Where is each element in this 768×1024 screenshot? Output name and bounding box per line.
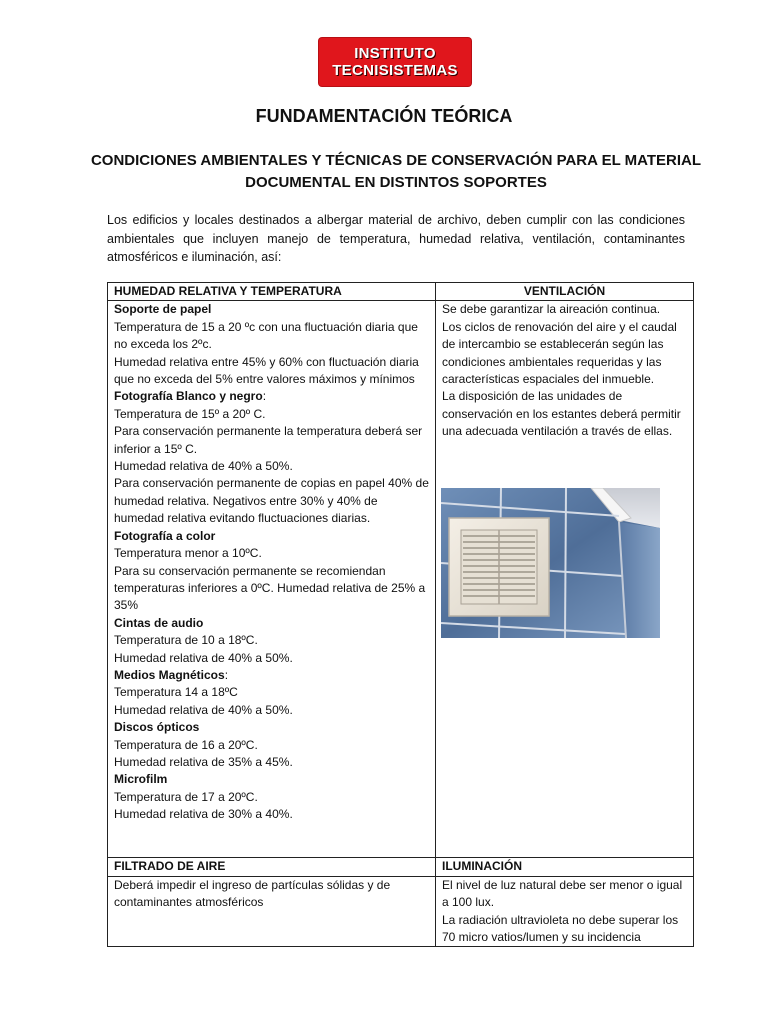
papel-humidity: Humedad relativa entre 45% y 60% con fluctuación diaria que no exceda del 5% entre valores máximos y mínimos bbox=[114, 354, 419, 387]
bn-temperature: Temperatura de 15º a 20º C. bbox=[114, 406, 266, 421]
optical-humidity: Humedad relativa de 35% a 45%. bbox=[114, 754, 293, 769]
air-filtering-text: Deberá impedir el ingreso de partículas sólidas y de contaminantes atmosféricos bbox=[114, 877, 391, 910]
microfilm-title: Microfilm bbox=[114, 772, 168, 787]
color-permanent: Para su conservación permanente se recomiendan temperaturas inferiores a 0ºC. Humedad relativa de 25% a 35% bbox=[114, 563, 426, 613]
ventilation-text-1: Se debe garantizar la aireación continua. bbox=[442, 302, 661, 317]
microfilm-humidity: Humedad relativa de 30% a 40%. bbox=[114, 807, 293, 822]
audio-temperature: Temperatura de 10 a 18ºC. bbox=[114, 633, 258, 648]
intro-paragraph: Los edificios y locales destinados a albergar material de archivo, deben cumplir con las condiciones ambientales que incluyen manejo de temperatura, humedad relativa, ventilación, contaminantes atmosféricos e iluminación, así: bbox=[107, 213, 685, 264]
humidity-temperature-cell bbox=[108, 301, 436, 858]
conditions-table bbox=[107, 282, 694, 947]
ventilation-text-2: Los ciclos de renovación del aire y el caudal de intercambio se establecerán según las condiciones ambientales requeridas y las características espaciales del inmueble. bbox=[442, 319, 677, 387]
audio-title: Cintas de audio bbox=[114, 615, 204, 630]
tile-line bbox=[565, 488, 566, 638]
magnetic-colon: : bbox=[224, 667, 229, 682]
page-title: FUNDAMENTACIÓN TEÓRICA bbox=[255, 106, 513, 126]
audio-humidity: Humedad relativa de 40% a 50%. bbox=[114, 650, 293, 665]
logo-line-1: INSTITUTO bbox=[354, 45, 436, 62]
magnetic-humidity: Humedad relativa de 40% a 50%. bbox=[114, 702, 293, 717]
ventilation-text-3: La disposición de las unidades de conservación en los estantes deberá permitir una adecuada ventilación a través de ellas. bbox=[442, 389, 681, 439]
magnetic-heading bbox=[114, 667, 429, 684]
color-temperature: Temperatura menor a 10ºC. bbox=[114, 546, 262, 561]
magnetic-temperature: Temperatura 14 a 18ºC bbox=[114, 685, 238, 700]
bn-heading bbox=[114, 388, 429, 405]
header-ventilation: VENTILACIÓN bbox=[436, 283, 694, 301]
header-humidity-temperature: HUMEDAD RELATIVA Y TEMPERATURA bbox=[108, 283, 436, 301]
header-air-filtering: FILTRADO DE AIRE bbox=[108, 858, 436, 876]
ventilation-cell bbox=[436, 301, 694, 858]
lighting-cell bbox=[436, 876, 694, 947]
papel-title: Soporte de papel bbox=[114, 302, 212, 317]
papel-temperature: Temperatura de 15 a 20 ºc con una fluctuación diaria que no exceda los 2ºc. bbox=[114, 319, 418, 352]
bn-title: Fotografía Blanco y negro bbox=[114, 389, 263, 404]
lighting-text-1: El nivel de luz natural debe ser menor o igual a 100 lux. bbox=[442, 877, 683, 910]
color-title: Fotografía a color bbox=[114, 528, 216, 543]
bn-colon: : bbox=[262, 389, 267, 404]
page-subtitle: CONDICIONES AMBIENTALES Y TÉCNICAS DE CONSERVACIÓN PARA EL MATERIAL DOCUMENTAL EN DISTINTOS SOPORTES bbox=[90, 152, 702, 191]
logo-line-2: TECNISISTEMAS bbox=[332, 62, 458, 79]
wall-vent-photo bbox=[441, 488, 660, 638]
optical-title: Discos ópticos bbox=[114, 720, 200, 735]
institute-logo bbox=[319, 38, 471, 86]
optical-temperature: Temperatura de 16 a 20ºC. bbox=[114, 737, 258, 752]
magnetic-title: Medios Magnéticos bbox=[114, 667, 225, 682]
lighting-text-2: La radiación ultravioleta no debe superar los 70 micro vatios/lumen y su incidencia bbox=[442, 912, 679, 945]
header-lighting: ILUMINACIÓN bbox=[436, 858, 694, 876]
bn-permanent: Para conservación permanente la temperatura deberá ser inferior a 15º C. bbox=[114, 424, 423, 456]
bn-copies: Para conservación permanente de copias en papel 40% de humedad relativa. Negativos entre 30% y 40% de humedad relativa evitando fluctuaciones diarias. bbox=[114, 476, 429, 526]
microfilm-temperature: Temperatura de 17 a 20ºC. bbox=[114, 789, 258, 804]
air-filtering-cell bbox=[108, 876, 436, 947]
bn-humidity: Humedad relativa de 40% a 50%. bbox=[114, 459, 293, 474]
